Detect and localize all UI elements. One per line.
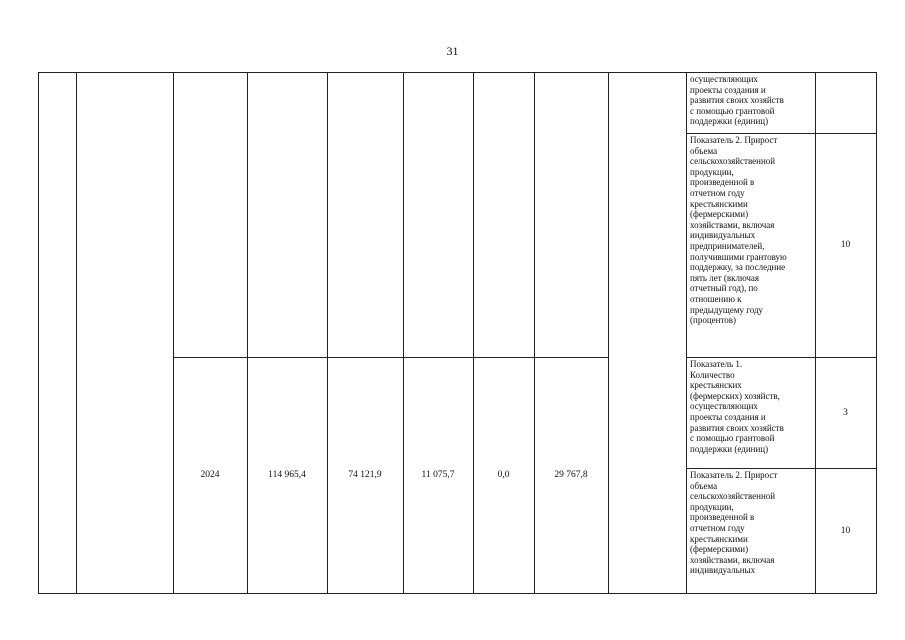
page-number: 31 xyxy=(446,44,459,58)
col-line xyxy=(876,72,877,594)
year-cell: 2024 xyxy=(200,470,220,480)
col-line xyxy=(38,72,39,594)
indicator-value: 10 xyxy=(840,526,851,536)
col-line xyxy=(686,72,687,594)
indicator-value: 10 xyxy=(840,240,851,250)
col-line xyxy=(815,72,816,594)
table-border-top xyxy=(38,72,877,73)
indicator-text: Показатель 2. Прирост объема сельскохозяйственной продукции, произведенной в отчетном году крестьянскими (фермерскими) хозяйствами, включая индивидуальных xyxy=(690,470,778,576)
value-cell-regional: 11 075,7 xyxy=(421,470,455,480)
indicator-value: 3 xyxy=(843,408,848,418)
col-line xyxy=(247,72,248,594)
row-line-indicator xyxy=(686,468,876,469)
row-line-indicator xyxy=(686,133,876,134)
col-line xyxy=(173,72,174,594)
row-line-indicator xyxy=(686,357,876,358)
indicator-text: Показатель 2. Прирост объема сельскохозяйственной продукции, произведенной в отчетном году крестьянскими (фермерскими) хозяйствами, включая индивидуальных предпринимателей, получившими грантовую поддержку, за последние пять лет (включая отчетный год), по отношению к предыдущему году (процентов) xyxy=(690,135,787,326)
col-line xyxy=(76,72,77,594)
value-cell-federal: 74 121,9 xyxy=(348,470,382,480)
value-cell-local: 0,0 xyxy=(497,470,510,480)
col-line xyxy=(534,72,535,594)
indicator-text: Показатель 1. Количество крестьянских (фермерских) хозяйств, осуществляющих проекты создания и развития своих хозяйств с помощью грантовой поддержки (единиц) xyxy=(690,359,784,454)
value-cell-total: 114 965,4 xyxy=(268,470,306,480)
col-line xyxy=(403,72,404,594)
row-line-year xyxy=(173,357,608,358)
col-line xyxy=(327,72,328,594)
indicator-text: осуществляющих проекты создания и развития своих хозяйств с помощью грантовой поддержки (единиц) xyxy=(690,74,784,127)
col-line xyxy=(473,72,474,594)
table-border-bottom xyxy=(38,593,877,594)
col-line xyxy=(608,72,609,594)
value-cell-other: 29 767,8 xyxy=(554,470,588,480)
